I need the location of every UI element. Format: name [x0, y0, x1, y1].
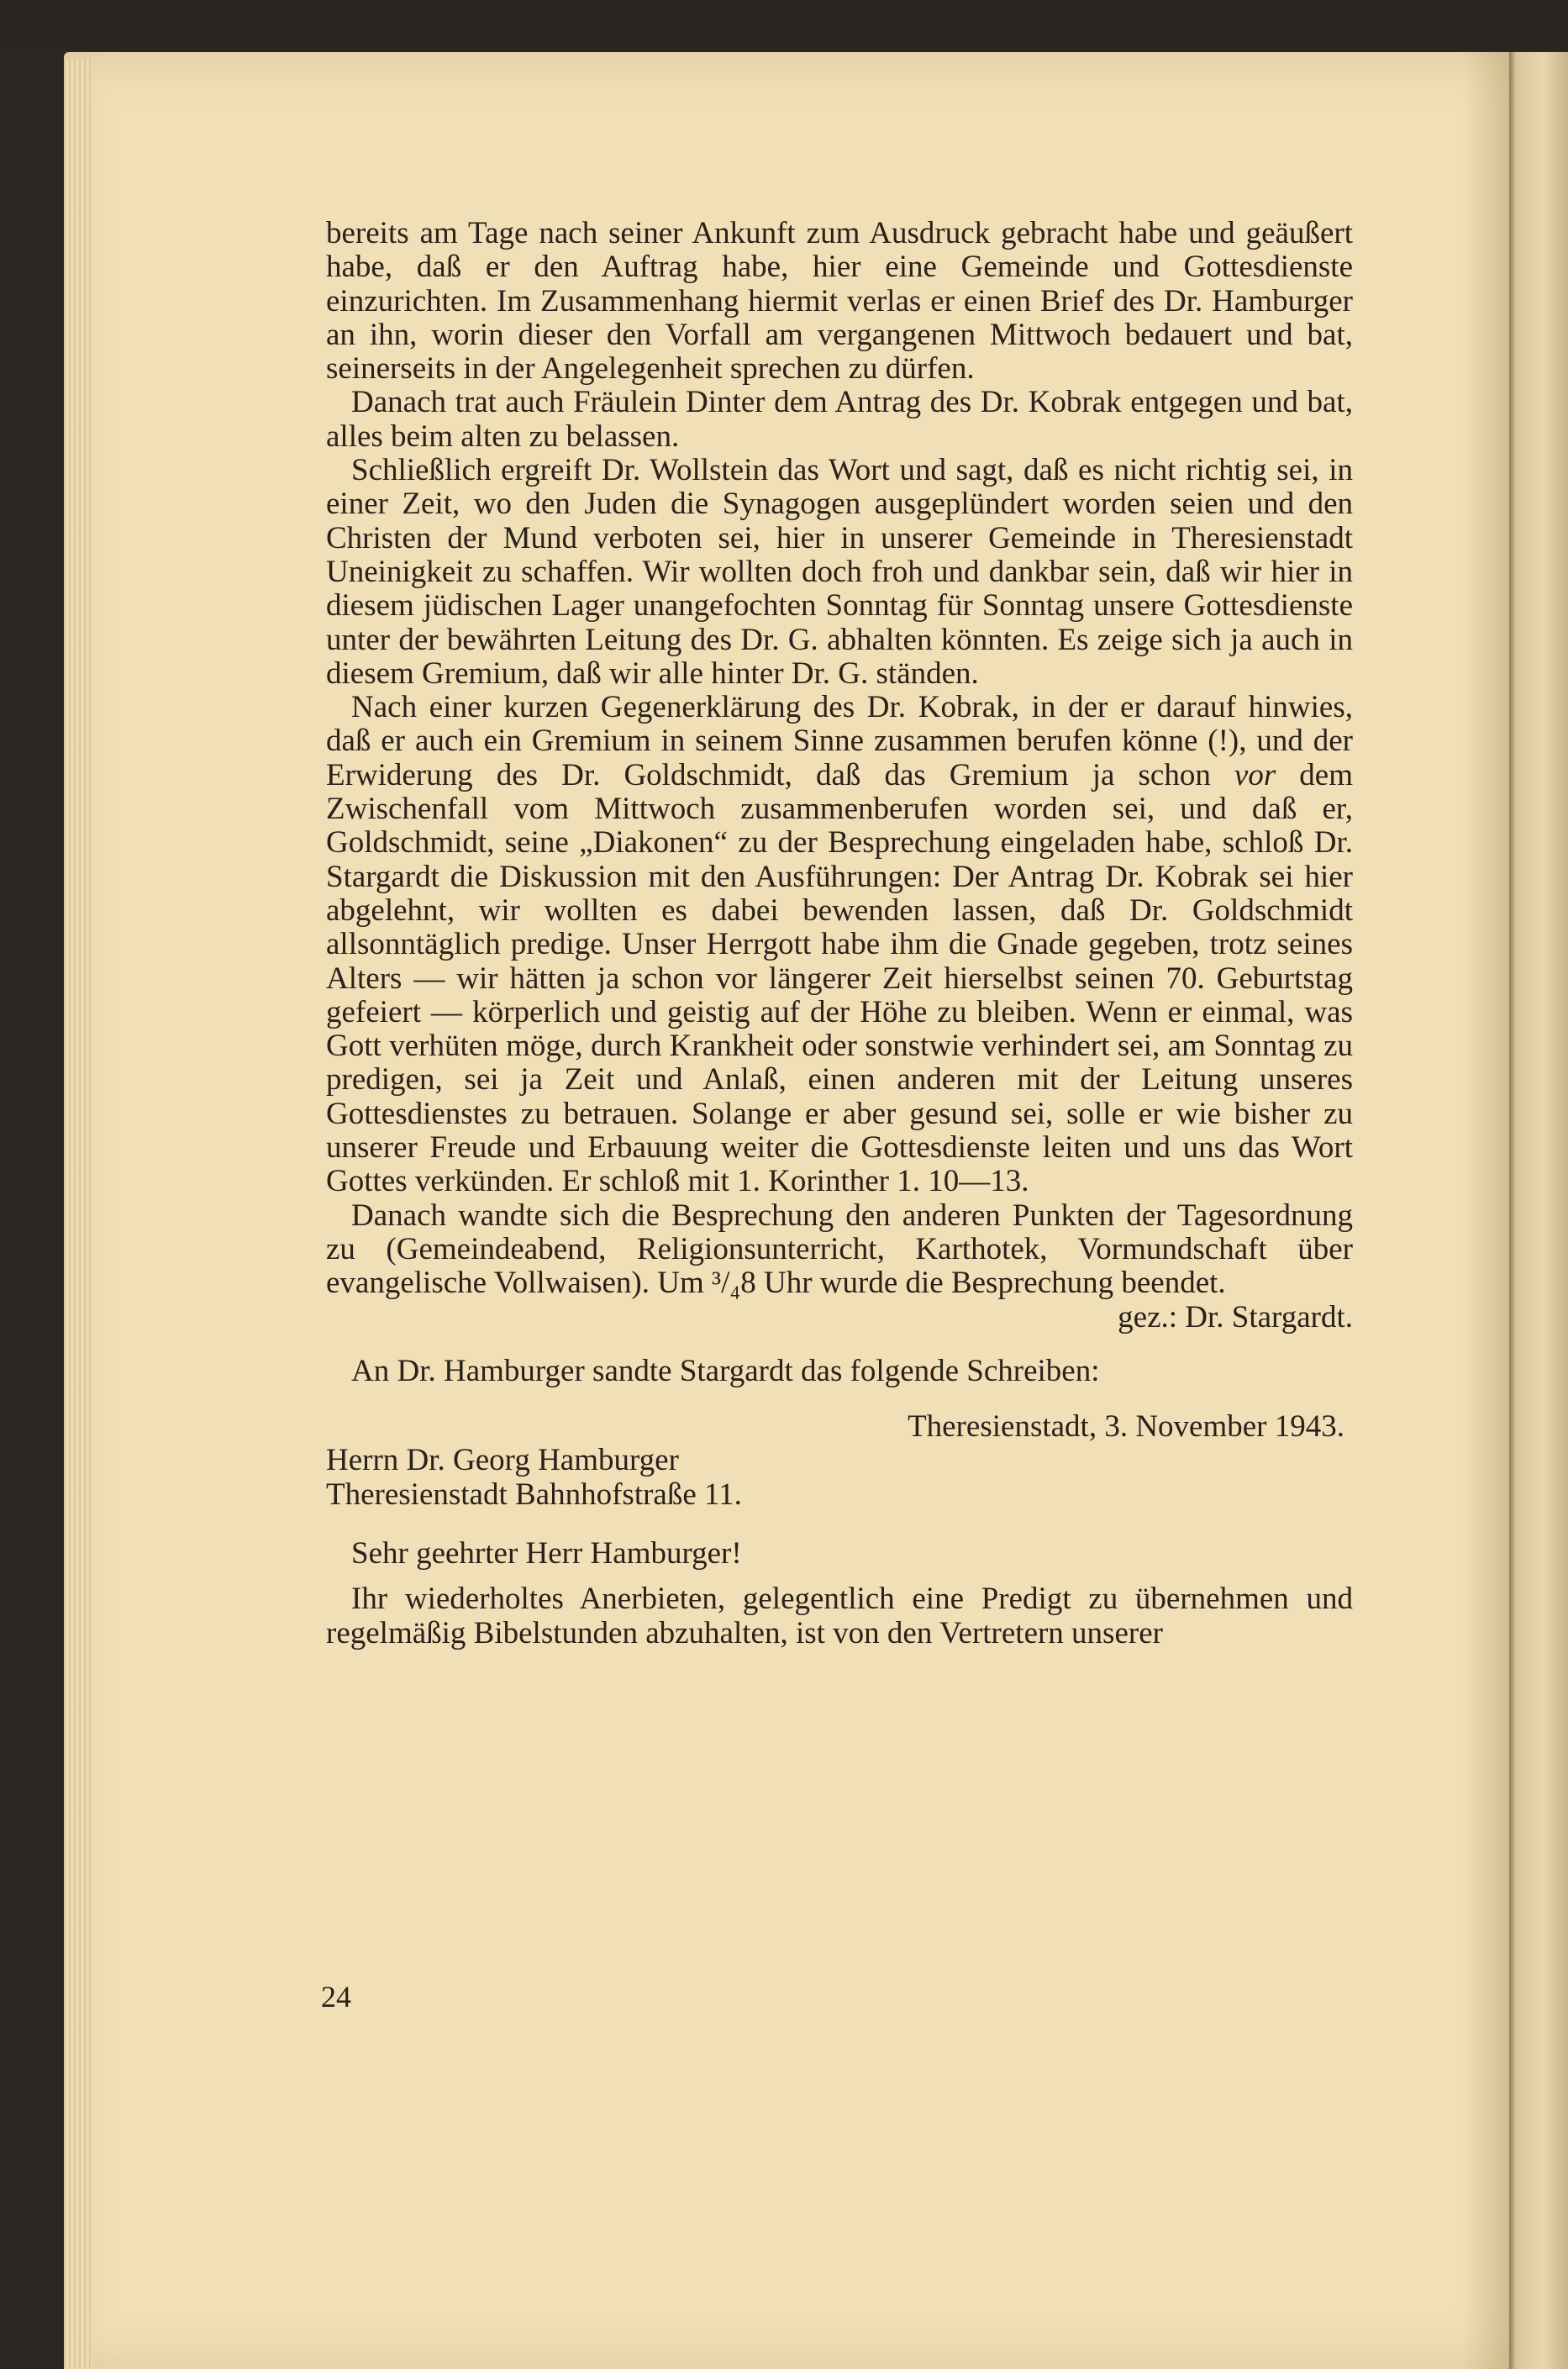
letter-body: Ihr wiederholtes Anerbieten, gelegentlich eine Predigt zu übernehmen und regelmäßig Bibelstunden abzuhalten, ist von den Vertretern unserer	[326, 1582, 1353, 1650]
facing-page-edge	[1509, 52, 1568, 2369]
paragraph-4-part-2: dem Zwischenfall vom Mittwoch zusammenberufen worden sei, und daß er, Goldschmidt, seine „Diakonen“ zu der Besprechung eingeladen habe, schloß Dr. Stargardt die Diskussion mit den Ausführungen: Der Antrag Dr. Kobrak sei hier abgelehnt, wir wollten es dabei bewenden lassen, daß Dr. Goldschmidt allsonntäglich predige. Unser Herrgott habe ihm die Gnade gegeben, trotz seines Alters — wir hätten ja schon vor längerer Zeit hierselbst seinen 70. Geburtstag gefeiert — körperlich und geistig auf der Höhe zu bleiben. Wenn er einmal, was Gott verhüten möge, durch Krankheit oder sonstwie verhindert sei, am Sonntag zu predigen, sei ja Zeit und Anlaß, einen anderen mit der Leitung unseres Gottesdienstes zu betrauen. Solange er aber gesund sei, solle er wie bisher zu unserer Freude und Erbauung weiter die Gottesdienste leiten und uns das Wort Gottes verkünden. Er schloß mit 1. Korinther 1. 10—13.	[326, 757, 1354, 1199]
letter-salutation: Sehr geehrter Herr Hamburger!	[351, 1535, 742, 1571]
spacer	[326, 1571, 1353, 1582]
paragraph-5: Danach wandte sich die Besprechung den anderen Punkten der Tagesordnung zu (Gemeindeabend, Religionsunterricht, Karthotek, Vormundschaft über evangelische Vollwaisen). Um ³/₄8 Uhr wurde die Besprechung beendet.	[326, 1198, 1353, 1301]
paragraph-4	[326, 691, 1353, 1198]
page-gutter-shadow	[1462, 52, 1509, 2369]
letter-recipient-name: Herrn Dr. Georg Hamburger	[326, 1443, 679, 1478]
scan-background	[0, 0, 1568, 52]
paragraph-1: bereits am Tage nach seiner Ankunft zum Ausdruck gebracht habe und geäußert habe, daß er den Auftrag habe, hier eine Gemeinde und Gottesdienste einzurichten. Im Zusammenhang hiermit verlas er einen Brief des Dr. Hamburger an ihn, worin dieser den Vorfall am vergangenen Mittwoch bedauert und bat, seinerseits in der Angelegenheit sprechen zu dürfen.	[326, 216, 1353, 387]
letter-recipient-address: Theresienstadt Bahnhofstraße 11.	[326, 1477, 742, 1512]
paragraph-4-part-1: Nach einer kurzen Gegenerklärung des Dr. Kobrak, in der er darauf hinwies, daß er auch ein Gremium in seinem Sinne zusammen berufen könne (!), und der Erwiderung des Dr. Goldschmidt, daß das Gremium ja schon	[326, 690, 1353, 792]
emphasis-vor: vor	[1234, 757, 1276, 792]
page-text	[326, 217, 1353, 1650]
paragraph-3: Schließlich ergreift Dr. Wollstein das Wort und sagt, daß es nicht richtig sei, in einer Zeit, wo den Juden die Synagogen ausgeplündert worden seien und den Christen der Mund verboten sei, hier in unserer Gemeinde in Theresienstadt Uneinigkeit zu schaffen. Wir wollten doch froh und dankbar sein, daß wir hier in diesem jüdischen Lager unangefochten Sonntag für Sonntag unsere Gottesdienste unter der bewährten Leitung des Dr. G. abhalten könnten. Es zeige sich ja auch in diesem Gremium, daß wir alle hinter Dr. G. ständen.	[326, 453, 1353, 691]
letter-intro: An Dr. Hamburger sandte Stargardt das folgende Schreiben:	[351, 1353, 1100, 1388]
letter-place-date: Theresienstadt, 3. November 1943.	[908, 1409, 1344, 1445]
signature: gez.: Dr. Stargardt.	[1118, 1299, 1353, 1335]
spacer	[326, 1512, 1353, 1537]
paragraph-2: Danach trat auch Fräulein Dinter dem Antrag des Dr. Kobrak entgegen und bat, alles beim alten zu belassen.	[326, 385, 1353, 454]
page-number: 24	[321, 1980, 351, 2014]
page-edges	[64, 59, 92, 2369]
